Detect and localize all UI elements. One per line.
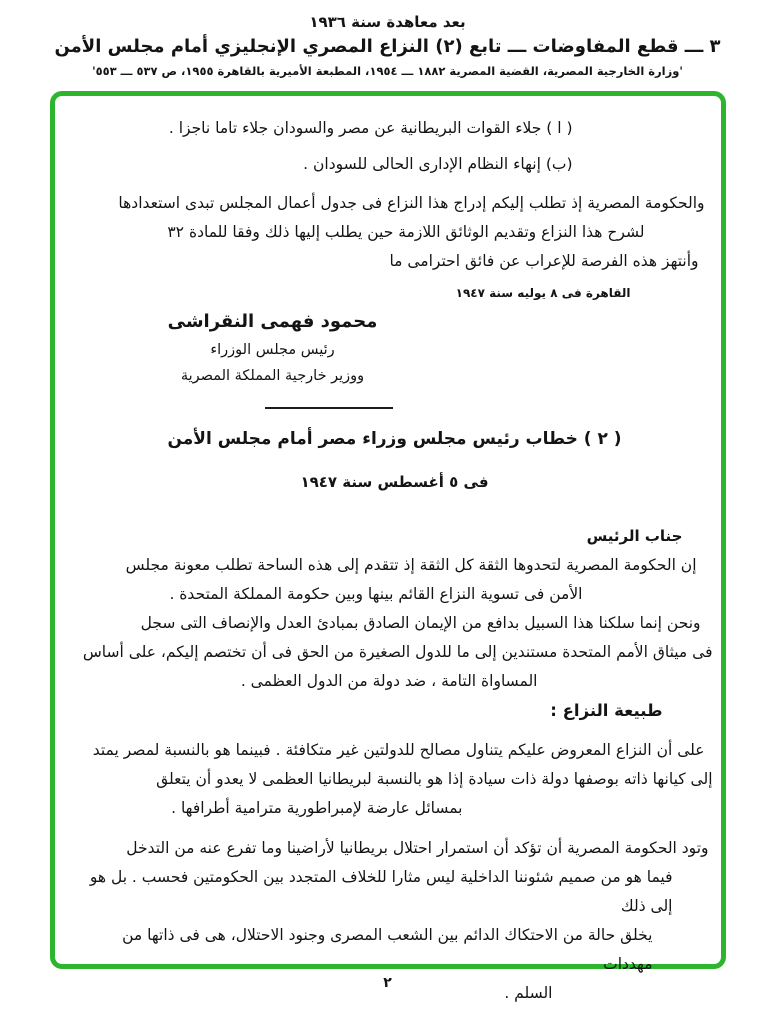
paragraph-4-line-3: يخلق حالة من الاحتكاك الدائم بين الشعب المصرى وجنود الاحتلال، هى فى ذاتها من مهددات (122, 926, 653, 973)
request-paragraph-line-1: والحكومة المصرية إذ تطلب إليكم إدراج هذا النزاع فى جدول أعمال المجلس تبدى استعدادها (118, 194, 705, 212)
page-header (0, 0, 775, 78)
paragraph-2-line-3: المساواة التامة ، ضد دولة من الدول العظمى . (240, 672, 538, 690)
signature-block (113, 307, 433, 389)
paragraph-1-line-1: إن الحكومة المصرية لتحدوها الثقة كل الثقة إذ تتقدم إلى هذه الساحة تطلب معونة مجلس (125, 556, 697, 574)
document-frame (50, 91, 726, 1002)
nature-of-dispute-heading: طبيعة النزاع : (550, 701, 663, 720)
clause-a: ( ا ) جلاء القوات البريطانية عن مصر والسودان جلاء تاما ناجزا . (168, 119, 573, 137)
speech-section-date: فى ٥ أغسطس سنة ١٩٤٧ (300, 473, 489, 491)
signature-name: محمود فهمى النقراشى (167, 311, 378, 332)
page-number: ٢ (383, 975, 392, 991)
paragraph-4-line-2: فيما هو من صميم شئوننا الداخلية ليس مثارا للخلاف المتجدد بين الحكومتين فحسب . بل هو إلى ذلك (89, 868, 673, 915)
speech-section-heading: ( ٢ ) خطاب رئيس مجلس وزراء مصر أمام مجلس الأمن (167, 429, 622, 449)
salutation-line: جناب الرئيس (586, 527, 683, 545)
paragraph-2-line-2: فى ميثاق الأمم المتحدة مستندين إلى ما للدول الصغيرة من الحق فى أن تختصم إليكم، على أساس (82, 643, 713, 661)
paragraph-1-line-2: الأمن فى تسوية النزاع القائم بينها وبين حكومة المملكة المتحدة . (169, 585, 583, 603)
header-treaty-line: بعد معاهدة سنة ١٩٣٦ (309, 13, 466, 31)
header-title: ٣ ـــ قطع المفاوضات ـــ تابع (٢) النزاع المصري الإنجليزي أمام مجلس الأمن (54, 36, 721, 57)
clause-b: (ب) إنهاء النظام الإدارى الحالى للسودان . (303, 155, 573, 173)
cairo-date-line: القاهرة فى ٨ يوليه سنة ١٩٤٧ (455, 286, 631, 300)
signature-title-pm: رئيس مجلس الوزراء (210, 342, 335, 358)
paragraph-3-line-3: بمسائل عارضة لإمبراطورية مترامية أطرافها . (171, 799, 463, 817)
paragraph-4-line-1: وتود الحكومة المصرية أن تؤكد أن استمرار احتلال بريطانيا لأراضينا وما تفرع عنه من التدخل (126, 839, 709, 857)
paragraph-2-line-1: ونحن إنما سلكنا هذا السبيل بدافع من الإيمان الصادق بمبادئ العدل والإنصاف التى سجل (140, 614, 701, 632)
section-divider (265, 407, 393, 409)
header-source-citation: 'وزارة الخارجية المصرية، القضية المصرية ١٨٨٢ ـــ ١٩٥٤، المطبعة الأميرية بالقاهرة ١٩٥٥، ص ٥٣٧ ـــ ٥٥٣' (92, 64, 683, 78)
request-paragraph-line-2: لشرح هذا النزاع وتقديم الوثائق اللازمة حين يطلب إليها ذلك وفقا للمادة ٣٢ (167, 223, 645, 241)
closing-courtesy-line: وأنتهز هذه الفرصة للإعراب عن فائق احترامى ما (389, 252, 699, 270)
paragraph-3-line-1: على أن النزاع المعروض عليكم يتناول مصالح للدولتين غير متكافئة . فبينما هو بالنسبة لمصر يمتد (92, 741, 705, 759)
paragraph-4-line-4: السلم . (504, 984, 553, 1002)
paragraph-3-line-2: إلى كيانها ذاته بوصفها دولة ذات سيادة إذا هو بالنسبة لبريطانيا العظمى لا يعدو أن يتعلق (156, 770, 713, 788)
signature-title-fm: ووزير خارجية المملكة المصرية (180, 368, 365, 384)
